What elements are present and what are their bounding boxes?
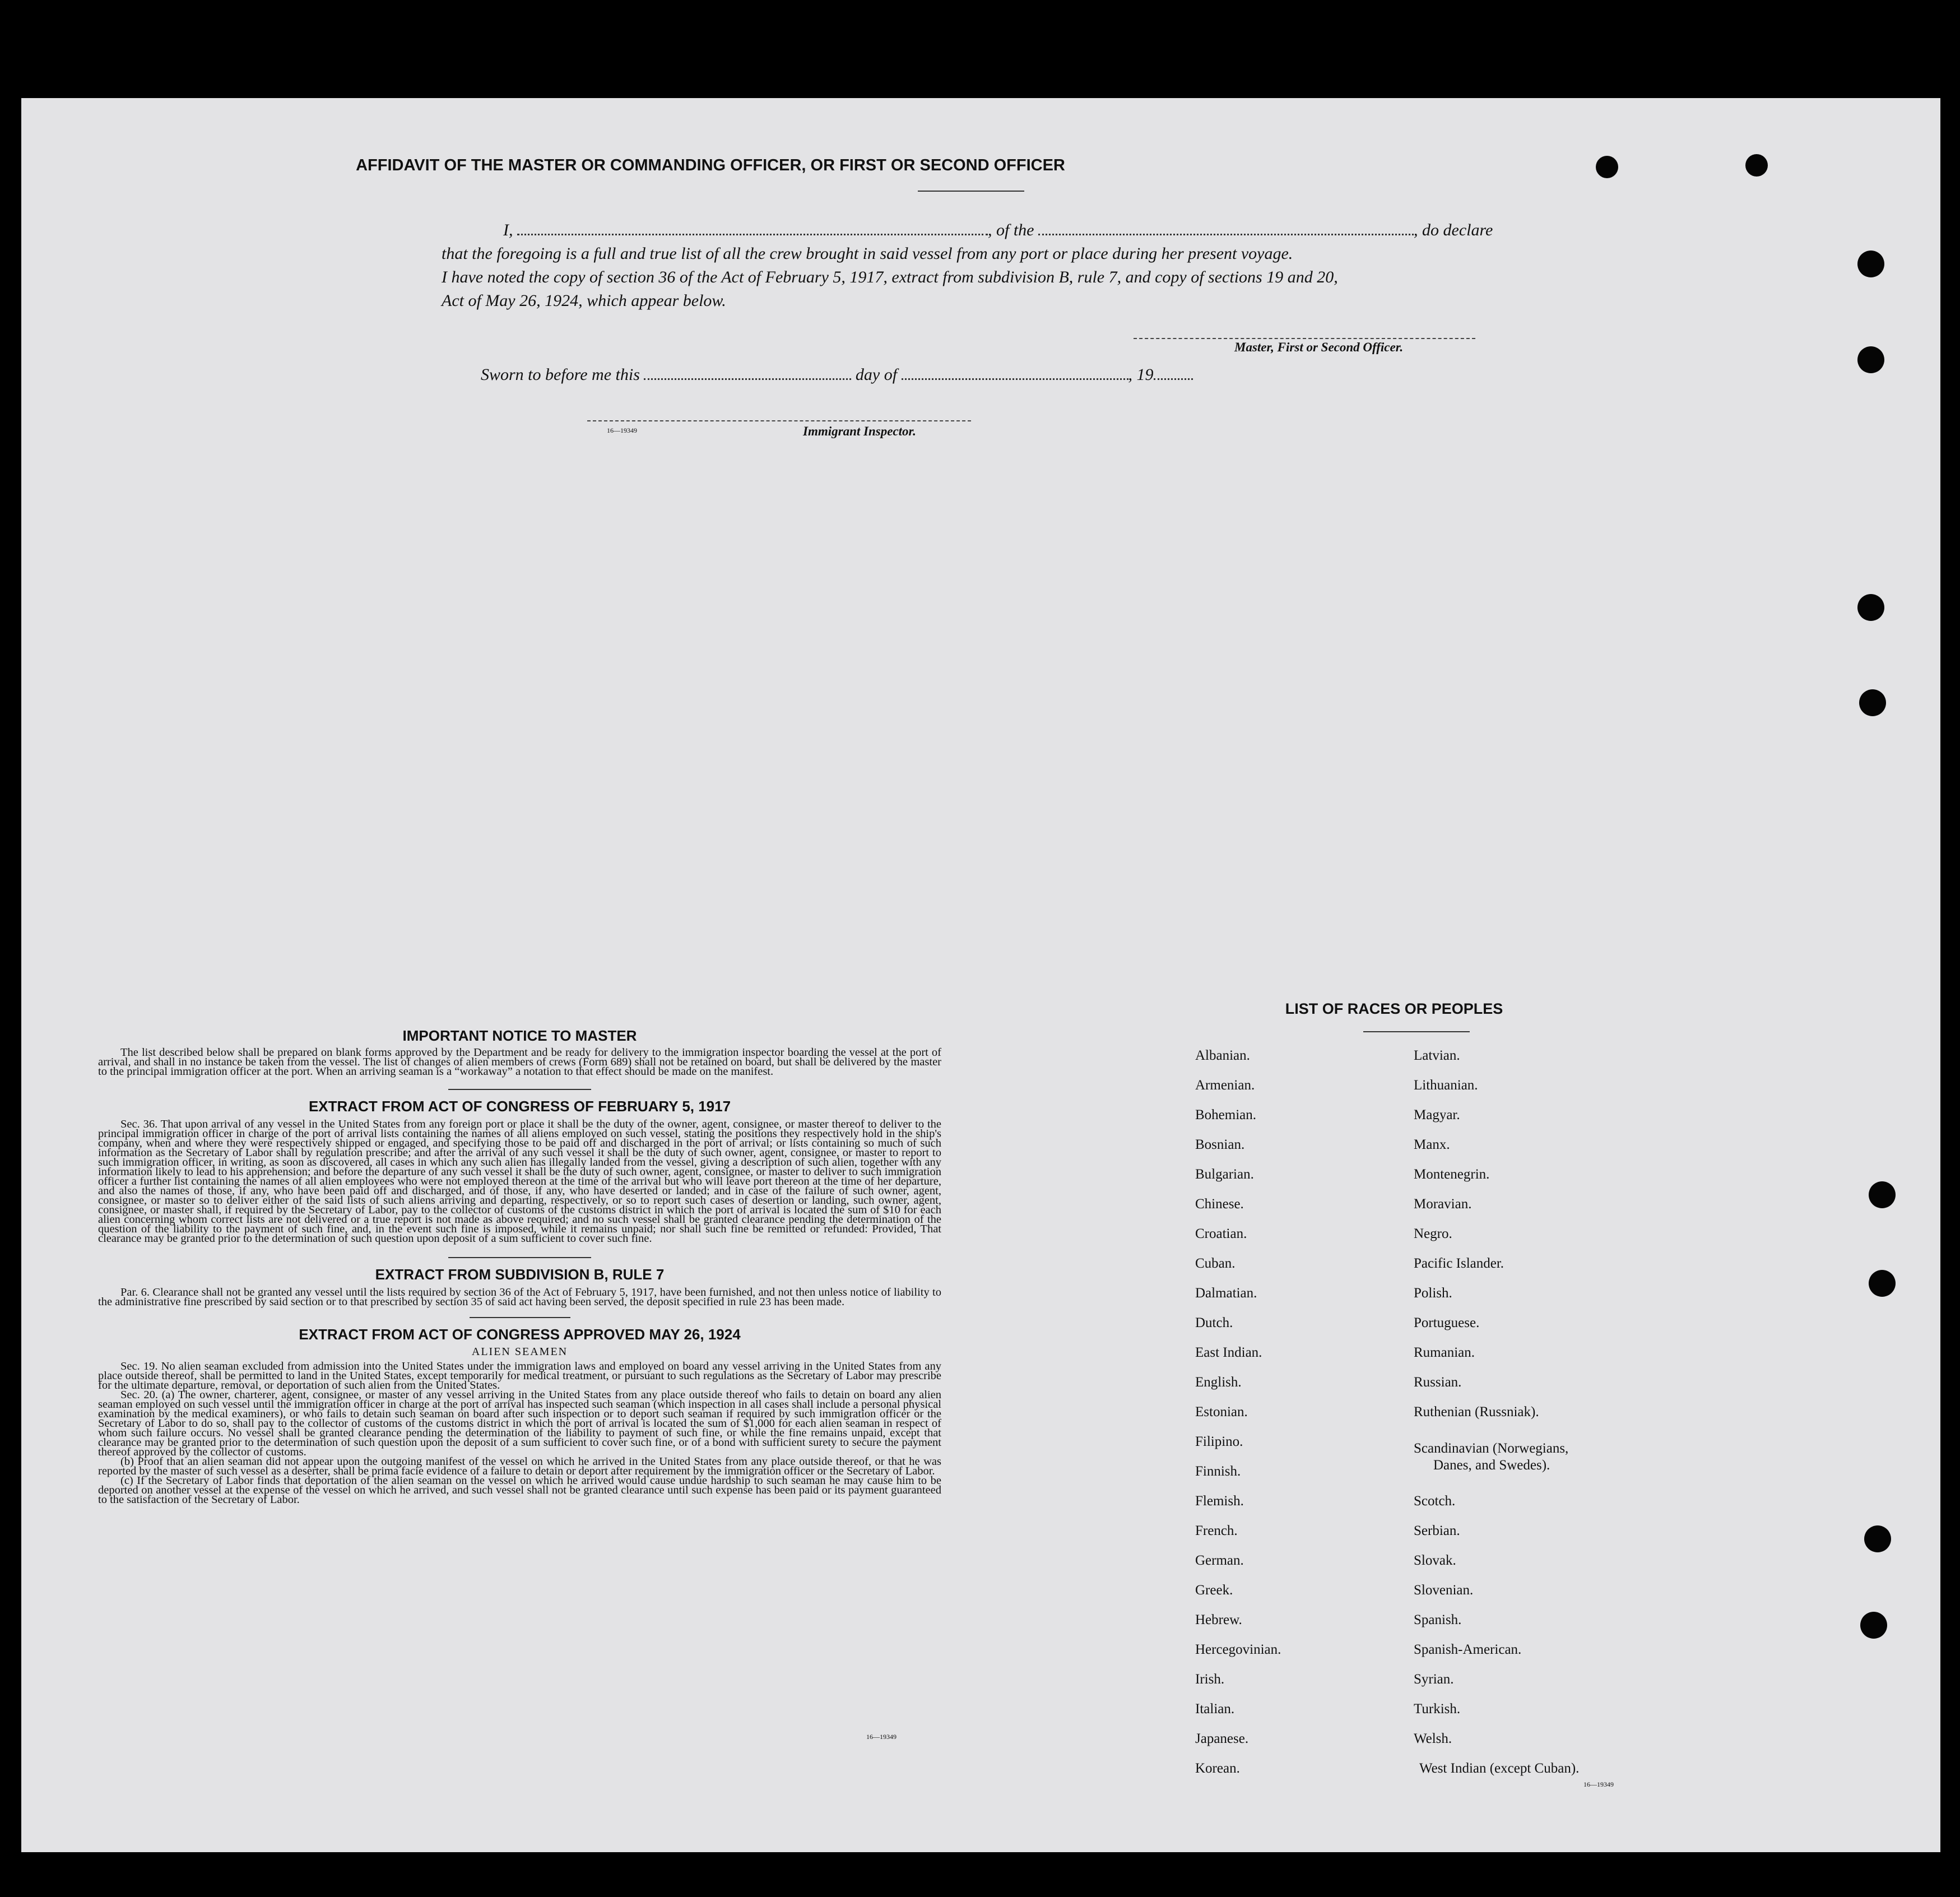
- race-polish: Polish.: [1414, 1286, 1452, 1301]
- binder-hole: [1869, 1270, 1896, 1297]
- affidavit-line-4: Act of May 26, 1924, which appear below.: [442, 291, 726, 310]
- binder-hole: [1857, 594, 1884, 621]
- inspector-caption: Immigrant Inspector.: [803, 424, 916, 438]
- race-croatian: Croatian.: [1195, 1226, 1247, 1241]
- form-number-left: 16—19349: [866, 1733, 897, 1741]
- alien-seamen-subheading: ALIEN SEAMEN: [471, 1346, 568, 1358]
- race-lithuanian: Lithuanian.: [1414, 1078, 1478, 1093]
- race-filipino: Filipino.: [1195, 1434, 1243, 1449]
- race-slovenian: Slovenian.: [1414, 1583, 1474, 1598]
- race-ruthenian: Ruthenian (Russniak).: [1414, 1404, 1539, 1420]
- affidavit-title: AFFIDAVIT OF THE MASTER OR COMMANDING OFFICER, OR FIRST OR SECOND OFFICER: [356, 156, 1065, 174]
- sec19-text: Sec. 19. No alien seaman excluded from admission into the United States under the immigration laws and employed on board any vessel arriving in the United States from any place outside thereof, shall be permitted to land in the United States, except temporarily for medical treatment, or pursuant to such regulations as the Secretary of Labor may prescribe for the ultimate departure, removal, or deportation of such alien from the United States.: [98, 1360, 941, 1392]
- race-french: French.: [1195, 1523, 1238, 1538]
- sworn-line: [481, 365, 1193, 384]
- race-east-indian: East Indian.: [1195, 1345, 1262, 1360]
- race-magyar: Magyar.: [1414, 1107, 1460, 1123]
- extract-1917-heading: EXTRACT FROM ACT OF CONGRESS OF FEBRUARY 5, 1917: [308, 1098, 731, 1115]
- race-flemish: Flemish.: [1195, 1494, 1244, 1509]
- binder-hole: [1857, 346, 1884, 373]
- master-signature-line[interactable]: [1134, 338, 1475, 339]
- divider-3: [470, 1317, 570, 1318]
- race-finnish: Finnish.: [1195, 1464, 1241, 1479]
- of-label: , of the: [988, 221, 1034, 239]
- sec20a-text: Sec. 20. (a) The owner, charterer, agent, consignee, or master of any vessel arriving in the United States from any place outside thereof who fails to detain on board any alien seaman employed on such vessel until the immigration officer in charge at the port of arrival has inspected such seaman (which inspection in all cases shall include a personal physical examination by the medical examiners), or who fails to detain such seaman on board after such inspection or to deport such seaman if required by such immigration officer or the Secretary of Labor to do so, shall pay to the collector of customs of the customs district in which the port of arrival is located the sum of $1,000 for each alien seaman in respect of whom such failure occurs. No vessel shall be granted clearance pending the determination of the liability to payment of such fine, or while the fine remains unpaid, except that clearance may be granted prior to the determination of such question upon the deposit of a sum sufficient to cover such fine, or of a bond with sufficient surety to secure the payment thereof approved by the collector of customs.: [98, 1389, 941, 1458]
- race-syrian: Syrian.: [1414, 1672, 1454, 1687]
- sworn-day-field[interactable]: [644, 375, 851, 380]
- race-armenian: Armenian.: [1195, 1078, 1255, 1093]
- race-welsh: Welsh.: [1414, 1731, 1452, 1746]
- race-cuban: Cuban.: [1195, 1256, 1236, 1271]
- affidavit-line-1: [442, 219, 1523, 242]
- title-divider: [918, 191, 1024, 192]
- race-irish: Irish.: [1195, 1672, 1225, 1687]
- divider-2: [448, 1257, 591, 1258]
- races-divider: [1363, 1031, 1470, 1032]
- form-number-top: 16—19349: [607, 426, 637, 434]
- race-bohemian: Bohemian.: [1195, 1107, 1257, 1123]
- declare-label: , do declare: [1414, 221, 1493, 239]
- race-rumanian: Rumanian.: [1414, 1345, 1475, 1360]
- race-west-indian: West Indian (except Cuban).: [1419, 1761, 1580, 1776]
- affidavit-body: [442, 219, 1523, 313]
- race-italian: Italian.: [1195, 1701, 1235, 1717]
- notice-text: The list described below shall be prepared on blank forms approved by the Department and be ready for delivery to the immigration inspector boarding the vessel at the port of arrival, and shall in no instance be taken from the vessel. The list of changes of alien members of crews (Form 689) shall not be retained on board, but shall be delivered by the master to the principal immigration officer at the port. When an arriving seaman is a “workaway” a notation to that effect should be made on the manifest.: [98, 1046, 941, 1078]
- sworn-month-field[interactable]: [902, 375, 1128, 380]
- sworn-prefix: Sworn to before me this: [481, 365, 640, 384]
- affidavit-line-2: that the foregoing is a full and true list of all the crew brought in said vessel from any port or place during her present voyage.: [442, 244, 1293, 263]
- extract-1924-heading: EXTRACT FROM ACT OF CONGRESS APPROVED MAY 26, 1924: [299, 1326, 741, 1343]
- binder-hole: [1859, 689, 1886, 716]
- race-bulgarian: Bulgarian.: [1195, 1167, 1254, 1182]
- declarant-prefix: I,: [503, 221, 513, 239]
- master-signature-caption: Master, First or Second Officer.: [1234, 340, 1404, 354]
- race-scandinavian: Scandinavian (Norwegians,: [1414, 1441, 1569, 1456]
- day-of-label: day of: [855, 365, 898, 384]
- race-moravian: Moravian.: [1414, 1196, 1472, 1212]
- race-german: German.: [1195, 1553, 1244, 1568]
- race-pacific-islander: Pacific Islander.: [1414, 1256, 1504, 1271]
- race-dalmatian: Dalmatian.: [1195, 1286, 1257, 1301]
- race-turkish: Turkish.: [1414, 1701, 1461, 1717]
- race-english: English.: [1195, 1375, 1242, 1390]
- race-albanian: Albanian.: [1195, 1048, 1250, 1063]
- binder-hole: [1596, 156, 1618, 178]
- binder-hole: [1869, 1181, 1896, 1208]
- race-spanish-american: Spanish-American.: [1414, 1642, 1522, 1657]
- race-dutch: Dutch.: [1195, 1315, 1233, 1330]
- notice-heading: IMPORTANT NOTICE TO MASTER: [402, 1027, 637, 1044]
- race-chinese: Chinese.: [1195, 1196, 1244, 1212]
- race-scandinavian-cont: Danes, and Swedes).: [1433, 1458, 1550, 1473]
- race-portuguese: Portuguese.: [1414, 1315, 1480, 1330]
- rule7-text: Par. 6. Clearance shall not be granted any vessel until the lists required by section 36 of the Act of February 5, 1917, have been furnished, and not then unless notice of liability to the administrative fine prescribed by said section or to that prescribed by section 35 of said act having been served, the deposit specified in rule 23 has been made.: [98, 1286, 941, 1308]
- year-prefix: , 19: [1128, 365, 1154, 384]
- race-bosnian: Bosnian.: [1195, 1137, 1245, 1152]
- binder-hole: [1864, 1525, 1891, 1552]
- race-russian: Russian.: [1414, 1375, 1462, 1390]
- races-heading: LIST OF RACES OR PEOPLES: [1285, 1000, 1503, 1017]
- race-montenegrin: Montenegrin.: [1414, 1167, 1490, 1182]
- race-scotch: Scotch.: [1414, 1494, 1456, 1509]
- affidavit-line-3: I have noted the copy of section 36 of the Act of February 5, 1917, extract from subdivision B, rule 7, and copy of sections 19 and 20,: [442, 268, 1338, 286]
- race-spanish: Spanish.: [1414, 1612, 1462, 1627]
- binder-hole: [1860, 1612, 1887, 1639]
- form-number-right: 16—19349: [1583, 1780, 1614, 1788]
- race-estonian: Estonian.: [1195, 1404, 1248, 1420]
- inspector-signature-line[interactable]: [587, 420, 971, 421]
- race-serbian: Serbian.: [1414, 1523, 1460, 1538]
- extract-1917-text: Sec. 36. That upon arrival of any vessel in the United States from any foreign port or place it shall be the duty of the owner, agent, consignee, or master thereof to deliver to the principal immigration officer in charge of the port of arrival lists containing the names of all aliens employed on such vessel, stating the positions they respectively hold in the ship's company, when and where they were respectively shipped or engaged, and specifying those to be paid off and discharged in the port of arrival; or lists containing so much of such information as the Secretary of Labor shall by regulation prescribe; and after the arrival of any such vessel it shall be the duty of such owner, agent, consignee, or master to report to such immigration officer, in writing, as soon as discovered, all cases in which any such alien has illegally landed from the vessel, giving a description of such alien, together with any information likely to lead to his apprehension; and before the departure of any such vessel it shall be the duty of such owner, agent, consignee, or master to deliver to such immigration officer a further list containing the names of all alien employees who were not employed thereon at the time of the arrival but who will leave port thereon at the time of her departure, and also the names of those, if any, who have been paid off and discharged, and of those, if any, who have deserted or landed; and in case of the failure of such owner, agent, consignee, or master so to deliver either of the said lists of such aliens arriving and departing, respectively, or so to report such cases of desertion or landing, such owner, agent, consignee, or master shall, if required by the Secretary of Labor, pay to the collector of customs of the customs district in which the port of arrival is located the sum of $10 for each alien concerning whom correct lists are not delivered or a true report is not made as above required; and no such vessel shall be granted clearance pending the determination of the question of the liability to the payment of such fine, and, in the event such fine is imposed, while it remains unpaid; nor shall such fine be remitted or refunded: Provided, That clearance may be granted prior to the determination of such question upon deposit of a sum sufficient to cover such fine.: [98, 1118, 941, 1245]
- binder-hole: [1857, 251, 1884, 277]
- race-slovak: Slovak.: [1414, 1553, 1456, 1568]
- form-sheet: [21, 98, 1940, 1852]
- sworn-year-field[interactable]: [1154, 375, 1193, 380]
- race-korean: Korean.: [1195, 1761, 1240, 1776]
- race-hebrew: Hebrew.: [1195, 1612, 1242, 1627]
- notices-column: [98, 1027, 941, 1505]
- binder-hole: [1745, 154, 1768, 177]
- sec20b-text: (b) Proof that an alien seaman did not appear upon the outgoing manifest of the vessel on which he arrived in the United States from any place outside thereof, or that he was reported by the master of such vessel as a deserter, shall be prima facie evidence of a failure to detain or deport after requirement by the immigration officer or the Secretary of Labor.: [98, 1455, 941, 1477]
- race-latvian: Latvian.: [1414, 1048, 1460, 1063]
- rule7-heading: EXTRACT FROM SUBDIVISION B, RULE 7: [375, 1266, 665, 1283]
- declarant-name-field[interactable]: [517, 230, 988, 235]
- race-negro: Negro.: [1414, 1226, 1452, 1241]
- race-japanese: Japanese.: [1195, 1731, 1249, 1746]
- race-greek: Greek.: [1195, 1583, 1233, 1598]
- race-hercegovinian: Hercegovinian.: [1195, 1642, 1281, 1657]
- vessel-name-field[interactable]: [1038, 230, 1414, 235]
- race-manx: Manx.: [1414, 1137, 1450, 1152]
- divider-1: [448, 1089, 591, 1090]
- sec20c-text: (c) If the Secretary of Labor finds that deportation of the alien seaman on the vessel on which he arrived would cause undue hardship to such seaman he may cause him to be deported on another vessel at the expense of the vessel on which he arrived, and such vessel shall not be granted clearance until such expense has been paid or its payment guaranteed to the satisfaction of the Secretary of Labor.: [98, 1474, 941, 1506]
